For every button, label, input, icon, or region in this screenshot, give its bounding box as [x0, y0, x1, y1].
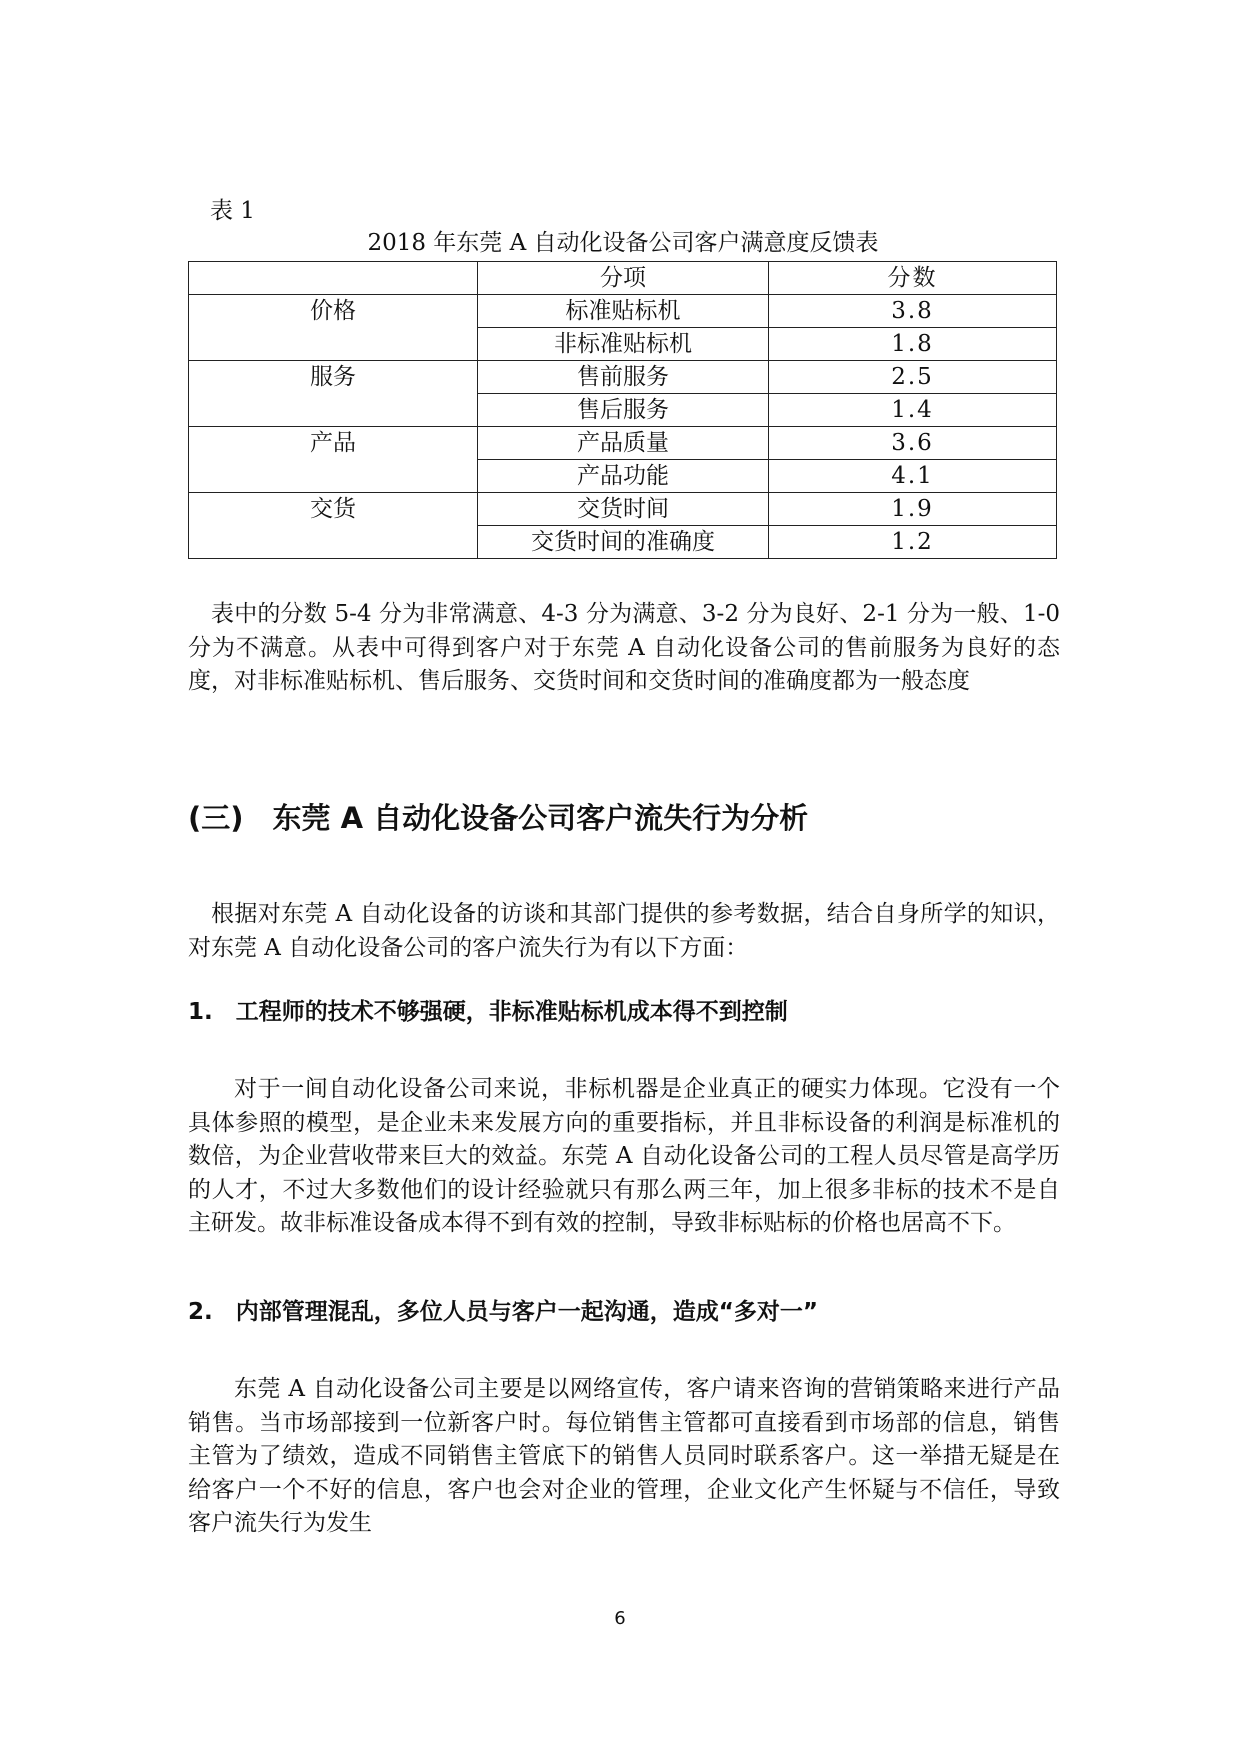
- table-score-cell: 1.2: [769, 526, 1057, 559]
- table-category-cell: 价格: [189, 295, 478, 361]
- table-header-blank: [189, 262, 478, 295]
- table-item-cell: 售后服务: [478, 394, 769, 427]
- table-category-cell: 产品: [189, 427, 478, 493]
- table-row: [189, 427, 1057, 460]
- table-header-score: 分数: [769, 262, 1057, 295]
- table-label: 表 1: [210, 198, 255, 224]
- table-header-item: 分项: [478, 262, 769, 295]
- section-heading: (三) 东莞 A 自动化设备公司客户流失行为分析: [188, 801, 809, 835]
- table-row: [189, 295, 1057, 328]
- table-score-cell: 3.8: [769, 295, 1057, 328]
- table-score-cell: 4.1: [769, 460, 1057, 493]
- page-number: 6: [614, 1608, 626, 1629]
- table-header-row: [189, 262, 1057, 295]
- subheading-engineer-tech: 1. 工程师的技术不够强硬，非标准贴标机成本得不到控制: [188, 999, 788, 1025]
- table-category-cell: 服务: [189, 361, 478, 427]
- table-row: [189, 493, 1057, 526]
- intro-paragraph: 根据对东莞 A 自动化设备的访谈和其部门提供的参考数据，结合自身所学的知识，对东莞 A 自动化设备公司的客户流失行为有以下方面：: [188, 901, 1060, 961]
- subheading-internal-management: 2. 内部管理混乱，多位人员与客户一起沟通，造成“多对一”: [188, 1299, 818, 1325]
- satisfaction-table: [188, 261, 1057, 559]
- table-item-cell: 标准贴标机: [478, 295, 769, 328]
- table-score-cell: 3.6: [769, 427, 1057, 460]
- table-row: [189, 361, 1057, 394]
- table-score-cell: 2.5: [769, 361, 1057, 394]
- table-item-cell: 产品功能: [478, 460, 769, 493]
- table-item-cell: 交货时间: [478, 493, 769, 526]
- table-item-cell: 非标准贴标机: [478, 328, 769, 361]
- table-score-cell: 1.9: [769, 493, 1057, 526]
- table-category-cell: 交货: [189, 493, 478, 559]
- engineer-tech-paragraph: 对于一间自动化设备公司来说，非标机器是企业真正的硬实力体现。它没有一个具体参照的模型，是企业未来发展方向的重要指标，并且非标设备的利润是标准机的数倍，为企业营收带来巨大的效益。东莞 A 自动化设备公司的工程人员尽管是高学历的人才，不过大多数他们的设计经验就只有那么两三年，加上很多非标的技术不是自主研发。故非标准设备成本得不到有效的控制，导致非标贴标的价格也居高不下。: [188, 1076, 1060, 1236]
- table-score-cell: 1.8: [769, 328, 1057, 361]
- table-score-cell: 1.4: [769, 394, 1057, 427]
- table-item-cell: 产品质量: [478, 427, 769, 460]
- table-item-cell: 售前服务: [478, 361, 769, 394]
- score-explanation-paragraph: 表中的分数 5-4 分为非常满意、4-3 分为满意、3-2 分为良好、2-1 分为一般、1-0 分为不满意。从表中可得到客户对于东莞 A 自动化设备公司的售前服务为良好的态度，对非标准贴标机、售后服务、交货时间和交货时间的准确度都为一般态度: [188, 601, 1060, 694]
- internal-management-paragraph: 东莞 A 自动化设备公司主要是以网络宣传，客户请来咨询的营销策略来进行产品销售。当市场部接到一位新客户时。每位销售主管都可直接看到市场部的信息，销售主管为了绩效，造成不同销售主管底下的销售人员同时联系客户。这一举措无疑是在给客户一个不好的信息，客户也会对企业的管理，企业文化产生怀疑与不信任，导致客户流失行为发生: [188, 1376, 1060, 1536]
- table-item-cell: 交货时间的准确度: [478, 526, 769, 559]
- table-caption: 2018 年东莞 A 自动化设备公司客户满意度反馈表: [367, 230, 879, 256]
